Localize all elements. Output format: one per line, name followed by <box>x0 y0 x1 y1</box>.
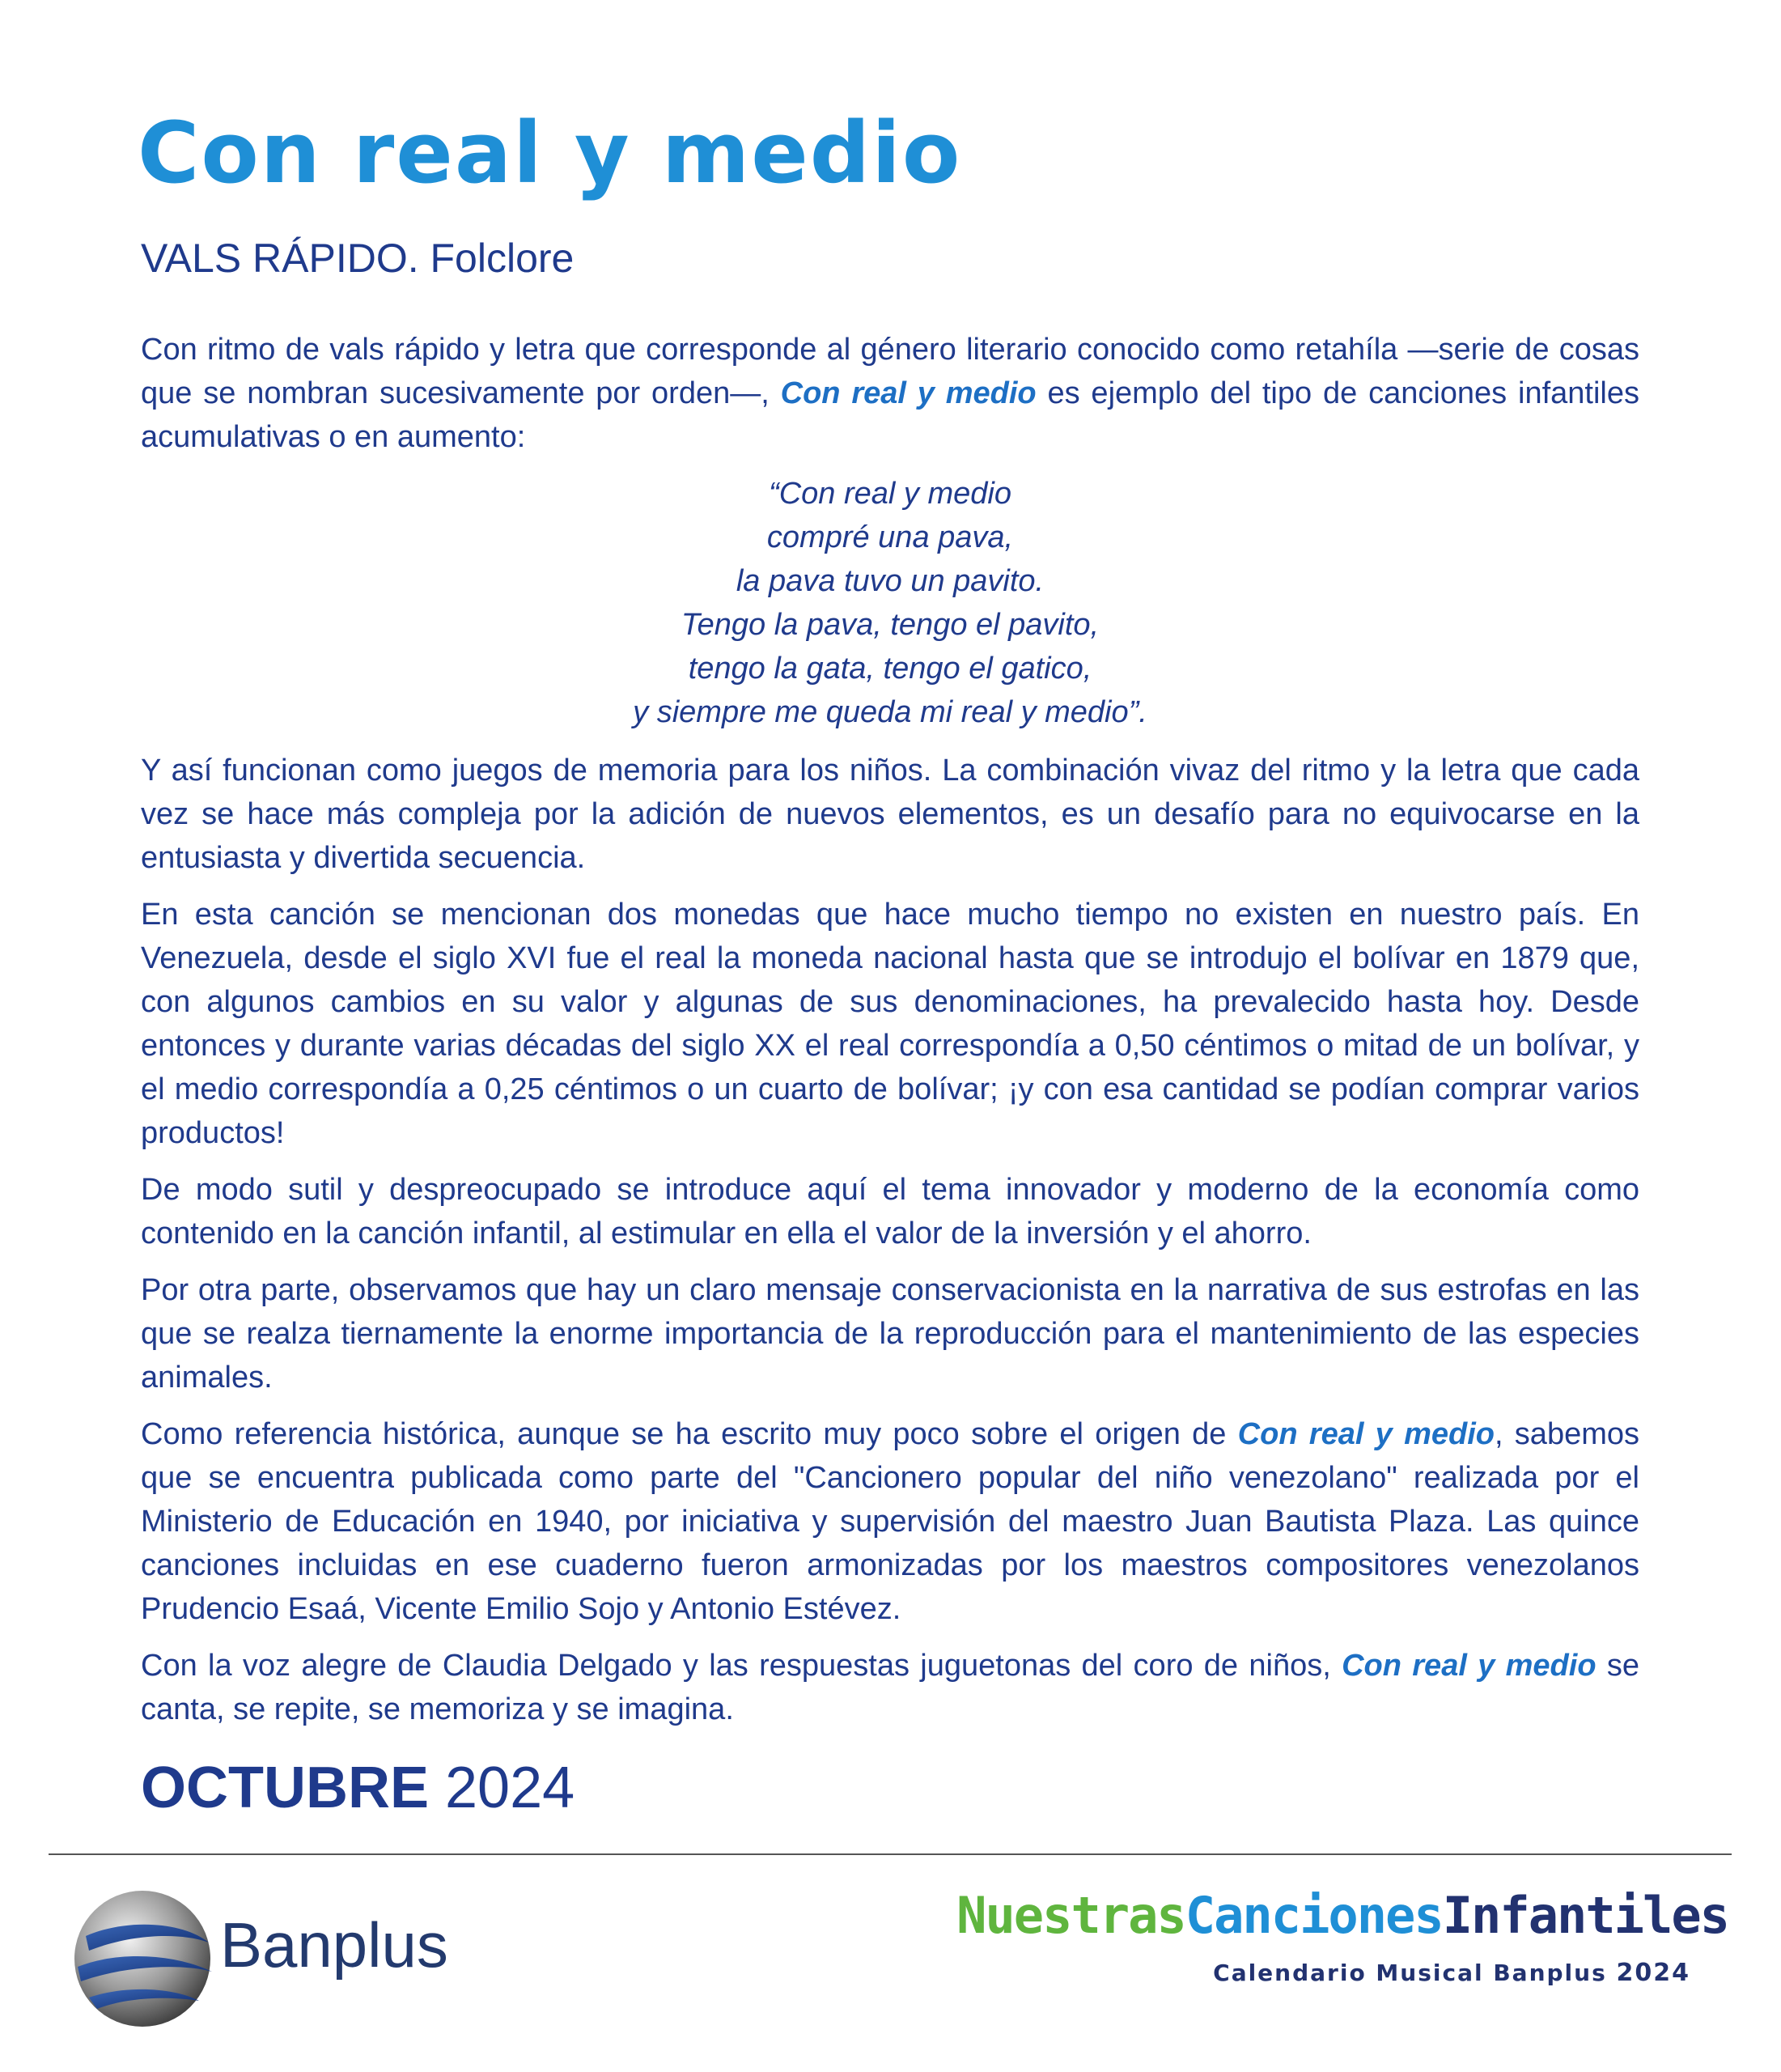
quote-line: la pava tuvo un pavito. <box>736 564 1045 598</box>
paragraph-currency: En esta canción se mencionan dos monedas que hace mucho tiempo no existen en nuestro país. En Venezuela, desde el siglo XVI fue el real la moneda nacional hasta que se introdujo el bolívar en 1879 que, con algunos cambios en su valor y algunas de sus denominaciones, ha prevalecido hasta hoy. Desde entonces y durante varias décadas del siglo XX el real correspondía a 0,50 céntimos o mitad de un bolívar, y el medio correspondía a 0,25 céntimos o un cuarto de bolívar; ¡y con esa cantidad se podían comprar varios productos! <box>141 898 1639 1150</box>
footer-divider <box>49 1853 1732 1855</box>
month-label: OCTUBRE <box>141 1756 429 1820</box>
year-label: 2024 <box>445 1756 575 1820</box>
song-title-ref: Con real y medio <box>1237 1417 1495 1451</box>
brand-name: Banplus <box>220 1909 448 1981</box>
calendar-month <box>141 1755 575 1821</box>
quote-line: y siempre me queda mi real y medio”. <box>633 695 1147 729</box>
paragraph-memory: Y así funcionan como juegos de memoria para los niños. La combinación vivaz del ritmo y la letra que cada vez se hace más compleja por la adición de nuevos elementos, es un desafío para no equivocarse en la entusiasta y divertida secuencia. <box>141 754 1639 875</box>
paragraph-conservation: Por otra parte, observamos que hay un claro mensaje conservacionista en la narrativa de sus estrofas en las que se realza tiernamente la enorme importancia de la reproducción para el mantenimiento de las especies animales. <box>141 1273 1639 1395</box>
song-title-ref: Con real y medio <box>780 376 1037 410</box>
page-subtitle: VALS RÁPIDO. Folclore <box>141 236 575 281</box>
paragraph-economy: De modo sutil y despreocupado se introduce aquí el tema innovador y moderno de la economía como contenido en la canción infantil, al estimular en ella el valor de la inversión y el ahorro. <box>141 1173 1639 1250</box>
paragraph-history: Como referencia histórica, aunque se ha escrito muy poco sobre el origen de Con real y medio, sabemos que se encuentra publicada como parte del "Cancionero popular del niño venezolano" realizada por el Ministerio de Educación en 1940, por iniciativa y supervisión del maestro Juan Bautista Plaza. Las quince canciones incluidas en ese cuaderno fueron armonizadas por los maestros compositores venezolanos Prudencio Esaá, Vicente Emilio Sojo y Antonio Estévez. <box>141 1417 1639 1626</box>
page-title: Con real y medio <box>138 104 962 202</box>
lyrics-quote <box>141 472 1639 734</box>
paragraph-closing: Con la voz alegre de Claudia Delgado y las respuestas juguetonas del coro de niños, Con real y medio se canta, se repite, se memoriza y se imagina. <box>141 1649 1639 1726</box>
quote-line: Tengo la pava, tengo el pavito, <box>681 608 1100 642</box>
song-title-ref: Con real y medio <box>1342 1649 1597 1683</box>
banplus-globe-icon <box>70 1886 215 2032</box>
paragraph-intro: Con ritmo de vals rápido y letra que corresponde al género literario conocido como retahíla —serie de cosas que se nombran sucesivamente por orden—, Con real y medio es ejemplo del tipo de canciones infantiles acumulativas o en aumento: <box>141 333 1639 454</box>
series-title: NuestrasCancionesInfantiles <box>956 1886 1728 1945</box>
quote-line: compré una pava, <box>766 520 1014 554</box>
series-subtitle: Calendario Musical Banplus 2024 <box>1213 1959 1690 1987</box>
quote-line: “Con real y medio <box>769 477 1011 511</box>
quote-line: tengo la gata, tengo el gatico, <box>688 652 1092 686</box>
article-body <box>141 328 1639 1744</box>
